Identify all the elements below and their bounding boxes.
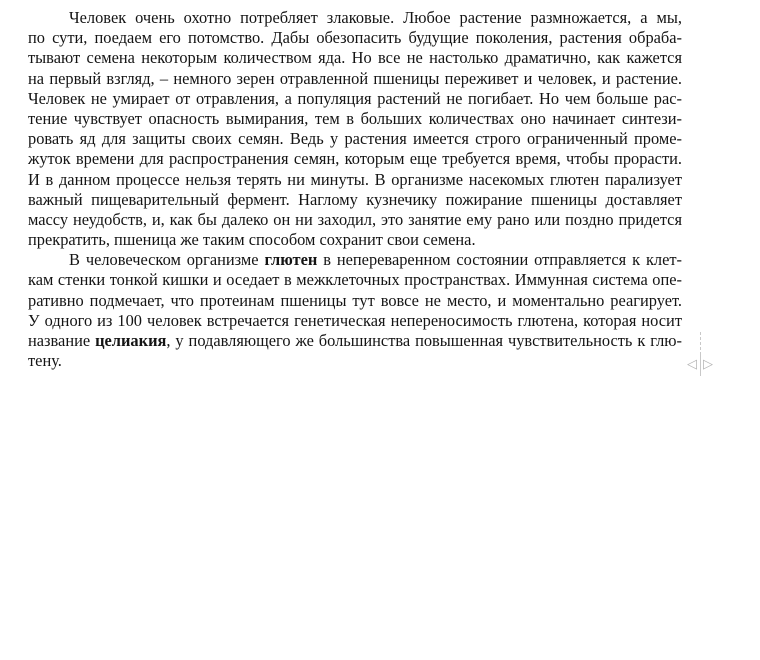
text-line: Человек очень охотно потребляет злаковые. Любое растение размножается, а мы, [69,8,682,27]
text-line: кам стенки тонкой кишки и оседает в межклеточных пространствах. Иммунная система опе- [28,270,682,290]
page-split-handle[interactable] [686,332,716,376]
text-line: на первый взгляд, – немного зерен отравленной пшеницы переживет и человек, и растение. [28,68,682,88]
text-line: тение чувствует опасность вымирания, тем в больших количествах оно начинает синтези- [28,108,682,128]
text-line [28,331,682,351]
text-run: В человеческом организме [69,250,265,270]
text-line: ративно подмечает, что протеинам пшеницы тут вовсе не место, и моментально реагирует. [28,290,682,310]
text-run: название [28,331,96,350]
arrow-left-icon[interactable]: ◁ [687,357,697,372]
divider-solid [700,352,701,376]
bold-term-gluten: глютен [264,250,318,270]
text-line: тену. [28,351,62,371]
text-line: прекратить, пшеница же таким способом сохранит свои семена. [28,230,476,250]
text-line: по сути, поедаем его потомство. Дабы обезопасить будущие поколения, растения обраба- [28,28,682,48]
text-line: И в данном процессе нельзя терять ни минуты. В организме насекомых глютен парализует [28,169,682,189]
text-run: , у подавляющего же большинства повышенная чувствительность к глю- [166,331,682,350]
text-line: У одного из 100 человек встречается генетическая непереносимость глютена, которая носит [28,310,682,330]
text-line [28,250,682,270]
text-line: Человек не умирает от отравления, а популяция растений не погибает. Но чем больше рас- [28,88,682,108]
text-line: тывают семена некоторым количеством яда. Но все не настолько драматично, как кажется [28,48,682,68]
text-line: массу неудобств, и, как бы далеко он ни заходил, это занятие ему рано или поздно придется [28,209,682,229]
document-page [28,8,682,371]
bold-term-celiac: целиакия [95,331,167,350]
paragraph-2 [28,250,682,371]
paragraph-1 [28,8,682,250]
arrow-right-icon[interactable]: ▷ [703,357,713,372]
text-line: жуток времени для распространения семян, которым еще требуется время, чтобы прорасти. [28,149,682,169]
text-line: важный пищеварительный фермент. Наглому кузнечику пожирание пшеницы доставляет [28,189,682,209]
text-line: ровать яд для защиты своих семян. Ведь у растения имеется строго ограниченный проме- [28,129,682,149]
text-run: в непереваренном состоянии отправляется к клет- [317,250,682,270]
